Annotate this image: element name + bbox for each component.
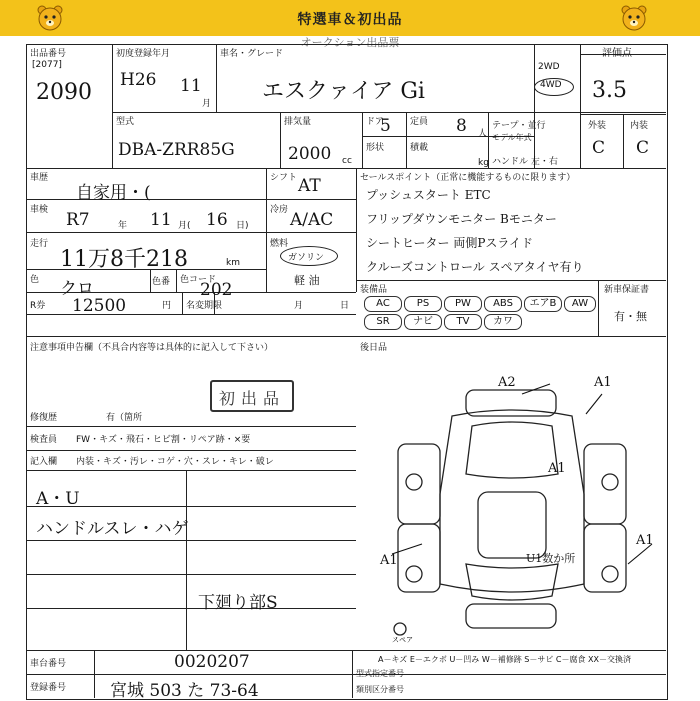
capacity-label: 定員 [410,117,429,127]
first-listing-stamp: 初出品 [210,380,294,412]
recycle-label: R券 [30,301,46,311]
selling-point-1: プッシュスタート ETC [366,188,491,202]
usage-label: 車歴 [30,173,49,183]
tenken-label: テープ・並行 [492,121,546,131]
equipment-label: 装備品 [360,285,388,295]
selling-point-3: シートヒーター 両側Pスライド [366,236,534,250]
vehicle-number-value: 0020207 [174,652,250,672]
selling-point-4: クルーズコントロール スペアタイヤ有り [366,260,584,274]
mark-a1-left: A1 [380,553,398,568]
color-value: クロ [60,279,94,299]
later-date-label: 後日品 [360,343,388,353]
model-label: 車名・グレード [220,49,284,59]
equip-ac: AC [364,296,402,312]
bear-mascot-icon [620,4,648,32]
lot-number-label: 出品番号 [30,49,67,59]
lower-body-note: 下廻り部S [198,593,278,613]
note-line-2: ハンドルスレ・ハゲ [36,519,189,539]
handle-label: ハンドル 左・右 [492,157,558,167]
model-value: エスクァイア Gi [262,79,425,104]
mileage-unit: km [226,258,240,268]
fuel-label: 燃料 [270,239,289,249]
inspection-label: 車検 [30,205,49,215]
name-change-label: 名変期限 [186,301,223,311]
header-banner [0,0,700,36]
inspection-year-unit: 年 [118,221,128,231]
inspector-row1: FW・キズ・飛石・ヒビ割・リペア跡・×要 [76,435,251,445]
equip-ps: PS [404,296,442,312]
exterior-grade: C [592,138,606,158]
color-code-value: 202 [200,280,233,300]
form-subtitle: オークション出品票 [300,36,400,49]
lot-number-value: 2090 [36,80,92,105]
inspection-year: R7 [66,210,90,230]
notes-label: 注意事項申告欄（不具合内容等は具体的に記入して下さい） [30,343,274,353]
lot-code: [2077] [32,60,62,70]
entry-label: 記入欄 [30,457,58,467]
auction-sheet [26,44,668,700]
equip-tv: TV [444,314,482,330]
interior-grade: C [636,138,650,158]
spare-label: スペア [392,636,413,644]
color-label: 色 [30,275,40,285]
model-year-label: モデル年式 [492,133,532,142]
mark-a1-front: A1 [594,375,612,390]
new-warranty-value: 有・無 [614,310,647,323]
mark-a1-right: A1 [636,533,654,548]
inspector-row2: 内装・キズ・汚レ・コゲ・穴・スレ・キレ・破レ [76,457,274,467]
damage-legend: A－キズ E－エクボ U－凹み W－補修跡 S－サビ C－腐食 XX－交換済 [378,655,632,664]
selling-point-2: フリップダウンモニター Bモニター [366,212,557,226]
inspection-day-unit: 日) [236,221,249,231]
first-reg-unit: 月 [202,99,212,109]
equip-pw: PW [444,296,482,312]
mark-u1: U1数か所 [526,552,576,565]
shift-value: AT [298,176,321,196]
score-label: 評価点 [602,48,632,59]
new-warranty-label: 新車保証書 [604,285,650,295]
displacement-value: 2000 [288,144,332,164]
equip-abs: ABS [484,296,522,312]
displacement-unit: cc [342,156,352,166]
name-change-day: 日 [340,301,350,311]
name-change-month: 月 [294,301,304,311]
equip-airbag: エアB [524,296,562,312]
load-label: 積載 [410,143,429,153]
registration-value: 宮城 503 た 73-64 [110,681,259,701]
color-code-label: 色コード [180,275,217,285]
doors-label: ドア [366,117,384,127]
mark-a1-hood: A1 [548,461,566,476]
mileage-label: 走行 [30,239,49,249]
shape-label: 形状 [366,143,385,153]
inspection-month: 11 [150,210,172,230]
score-value: 3.5 [592,78,627,103]
fuel-gasoline: ガソリン [288,253,325,263]
usage-value: 自家用・( [76,183,151,203]
category-number-label: 類別区分番号 [356,685,404,694]
mileage-value: 11万8千218 [60,247,188,272]
interior-label: 内装 [630,121,649,131]
recycle-unit: 円 [162,301,172,311]
selling-points-label: セールスポイント（正常に機能するものに限ります） [360,173,576,183]
fuel-diesel: 軽 油 [294,274,320,287]
ac-label: 冷房 [270,205,289,215]
form-designation-label: 型式指定番号 [356,669,404,678]
exterior-label: 外装 [588,121,607,131]
drive-2wd: 2WD [538,62,560,72]
registration-label: 登録番号 [30,683,67,693]
first-reg-era: H26 [120,70,157,90]
page-title: 特選車＆初出品 [297,12,403,28]
ac-value: A/AC [290,210,334,230]
capacity-unit: 人 [478,129,488,139]
inspection-month-unit: 月( [178,221,191,231]
load-unit: kg [478,158,489,168]
inspector-label: 検査員 [30,435,58,445]
vehicle-number-label: 車台番号 [30,659,67,669]
doors-value: 5 [380,116,391,136]
repair-label: 修復歴 [30,413,58,423]
recycle-value: 12500 [72,296,127,316]
inspection-day: 16 [206,210,228,230]
type-label: 型式 [116,117,135,127]
equip-leather: カワ [484,314,522,330]
shift-label: シフト [270,173,298,183]
equip-sr: SR [364,314,402,330]
note-line-1: A・U [36,489,80,509]
car-damage-diagram [362,374,662,644]
mark-a2: A2 [498,375,516,390]
first-reg-month: 11 [180,76,202,96]
drive-4wd: 4WD [540,80,562,90]
color-number-label: 色番 [152,277,171,287]
equip-aw: AW [564,296,596,312]
type-value: DBA-ZRR85G [118,140,235,160]
displacement-label: 排気量 [284,117,312,127]
first-reg-label: 初度登録年月 [116,49,171,59]
capacity-value: 8 [456,116,467,136]
repair-value: 有（箇所 [106,413,143,423]
equip-navi: ナビ [404,314,442,330]
